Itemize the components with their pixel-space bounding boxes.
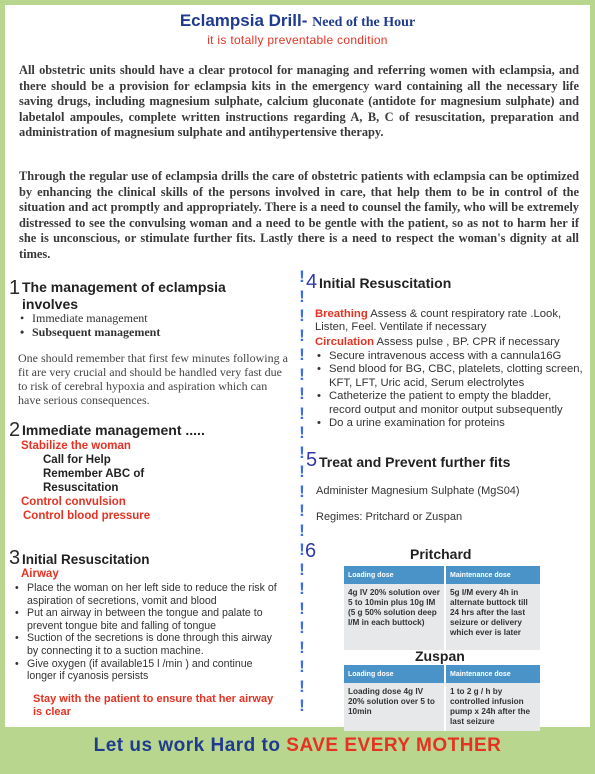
table-cell: 5g I/M every 4h in alternate buttock till 24 hrs after the last seizure or delivery which ever is later bbox=[444, 584, 540, 650]
section-1-number: 1 bbox=[9, 277, 21, 299]
divider-mark: ! bbox=[299, 501, 305, 520]
tagline: it is totally preventable condition bbox=[207, 33, 388, 47]
circulation-block bbox=[315, 336, 585, 349]
circulation-label: Circulation bbox=[315, 336, 374, 348]
breathing-text: Assess & count respiratory rate .Look, Listen, Feel. Ventilate if necessary bbox=[315, 308, 562, 334]
table-header: Loading dose bbox=[344, 566, 444, 584]
list-item: • Do a urine examination for proteins bbox=[315, 417, 585, 430]
section-4-heading: Initial Resuscitation bbox=[319, 275, 452, 291]
divider-mark: ! bbox=[299, 657, 305, 676]
section-4-number: 4 bbox=[306, 271, 318, 293]
title-sub: Need of the Hour bbox=[312, 15, 416, 30]
zuspan-table bbox=[344, 665, 540, 731]
divider-mark: ! bbox=[299, 462, 305, 481]
section-1-heading: The management of eclampsia involves bbox=[22, 279, 226, 312]
divider-mark: ! bbox=[299, 384, 305, 403]
breathing-block bbox=[315, 308, 585, 335]
section-1-list bbox=[18, 311, 278, 339]
pritchard-title: Pritchard bbox=[410, 546, 472, 562]
divider-mark: ! bbox=[299, 637, 305, 657]
divider-mark: ! bbox=[299, 540, 305, 559]
table-header: Maintenance dose bbox=[444, 566, 540, 584]
list-item: • Secure intravenous access with a cannula16G bbox=[315, 350, 585, 363]
divider-mark: ! bbox=[299, 325, 305, 345]
divider-mark: ! bbox=[299, 598, 305, 618]
divider-mark: ! bbox=[299, 306, 305, 325]
divider-mark: ! bbox=[299, 676, 305, 696]
list-item: • Place the woman on her left side to reduce the risk of aspiration of secretions, vomit and blood bbox=[13, 582, 281, 607]
section-2-heading: Immediate management ..... bbox=[22, 422, 205, 438]
divider-mark: ! bbox=[299, 520, 305, 540]
stay-with-patient: Stay with the patient to ensure that her airway is clear bbox=[33, 693, 274, 718]
list-item: • Catheterize the patient to empty the bladder, record output and monitor output subsequently bbox=[315, 390, 585, 417]
footer-lead: Let us work Hard to bbox=[93, 735, 287, 756]
list-item: • Subsequent management bbox=[18, 325, 278, 339]
divider-mark: ! bbox=[299, 364, 305, 384]
section-2-body bbox=[21, 439, 281, 523]
zuspan-title: Zuspan bbox=[415, 648, 465, 664]
section-5-heading: Treat and Prevent further fits bbox=[319, 454, 511, 470]
stabilize-label: Stabilize the woman bbox=[21, 440, 131, 452]
column-divider bbox=[295, 267, 309, 727]
regimes-text: Regimes: Pritchard or Zuspan bbox=[316, 511, 463, 523]
divider-mark: ! bbox=[299, 618, 305, 637]
divider-mark: ! bbox=[299, 559, 305, 579]
list-item: • Send blood for BG, CBC, platelets, clotting screen, KFT, LFT, Uric acid, Serum electrolytes bbox=[315, 363, 585, 390]
table-cell: 4g IV 20% solution over 5 to 10min plus 10g IM (5 g 50% solution deep I/M in each buttock) bbox=[344, 584, 444, 650]
administer-text: Administer Magnesium Sulphate (MgS04) bbox=[316, 485, 520, 497]
section-5-number: 5 bbox=[306, 449, 318, 471]
divider-mark: ! bbox=[299, 442, 305, 462]
section-4-list bbox=[315, 350, 585, 430]
section-3-number: 3 bbox=[9, 547, 21, 569]
list-item: • Immediate management bbox=[18, 311, 278, 325]
control-bp: Control blood pressure bbox=[23, 510, 151, 522]
divider-mark: ! bbox=[299, 423, 305, 442]
page-title bbox=[5, 11, 590, 31]
section-6-number: 6 bbox=[305, 540, 317, 562]
table-cell: Loading dose 4g IV 20% solution over 5 to 10min bbox=[344, 683, 444, 731]
table-header: Loading dose bbox=[344, 665, 444, 683]
intro-paragraph-2: Through the regular use of eclampsia drills the care of obstetric patients with eclampsia can be optimized by enhancing the clinical skills of the persons involved in care, that help them to be in control of the situation and act promptly and appropriately. There is a need to counsel the family, who will be extremely distressed to see the convulsing woman and a need to be gentle with the patient, so as not to harm her if she is unconscious, or stimulate further fits. Lastly there is a need to respect the woman's dignity at all times. bbox=[19, 169, 579, 261]
divider-mark: ! bbox=[299, 267, 305, 286]
pritchard-table bbox=[344, 566, 540, 650]
section-3-list bbox=[13, 582, 281, 683]
section-3-heading: Initial Resuscitation bbox=[22, 552, 150, 567]
footer-banner bbox=[0, 735, 595, 757]
page-header bbox=[5, 5, 590, 47]
table-header: Maintenance dose bbox=[444, 665, 540, 683]
resuscitation-label: Resuscitation bbox=[43, 482, 119, 494]
divider-mark: ! bbox=[299, 403, 305, 423]
title-main: Eclampsia Drill- bbox=[179, 11, 308, 30]
circulation-text: Assess pulse , BP. CPR if necessary bbox=[376, 336, 560, 348]
footer-highlight: SAVE EVERY MOTHER bbox=[286, 735, 502, 756]
airway-label: Airway bbox=[21, 568, 59, 580]
divider-mark: ! bbox=[299, 579, 305, 598]
remember-abc: Remember ABC of bbox=[43, 468, 145, 480]
call-for-help: Call for Help bbox=[43, 454, 111, 466]
content-sheet bbox=[5, 5, 590, 727]
breathing-label: Breathing bbox=[315, 308, 368, 320]
intro-paragraph-1: All obstetric units should have a clear protocol for managing and referring women with eclampsia, and there should be a provision for eclampsia kits in the emergency ward containing all the necessary life saving drugs, including magnesium sulphate, calcium gluconate (antidote for magnesium sulphate) and labetalol ampoules, complete written instructions regarding A, B, C of resuscitation, preparation and administration of magnesium sulphate and antihypertensive therapy. bbox=[19, 63, 579, 140]
list-item: • Put an airway in between the tongue and palate to prevent tongue bite and falling of tongue bbox=[13, 607, 281, 632]
list-item: • Give oxygen (if available15 l /min ) and continue longer if cyanosis persists bbox=[13, 658, 281, 683]
divider-mark: ! bbox=[299, 345, 305, 364]
section-1-note: One should remember that first few minutes following a fit are very crucial and should be handled very fast due to risk of cerebral hypoxia and aspiration which can have serious consequences. bbox=[18, 351, 288, 407]
table-cell: 1 to 2 g / h by controlled infusion pump x 24h after the last seizure bbox=[444, 683, 540, 731]
divider-mark: ! bbox=[299, 286, 305, 306]
control-convulsion: Control convulsion bbox=[21, 496, 126, 508]
divider-mark: ! bbox=[299, 481, 305, 501]
divider-mark: ! bbox=[299, 696, 305, 715]
list-item: • Suction of the secretions is done through this airway by connecting it to a suction machine. bbox=[13, 632, 281, 657]
section-2-number: 2 bbox=[9, 419, 21, 441]
